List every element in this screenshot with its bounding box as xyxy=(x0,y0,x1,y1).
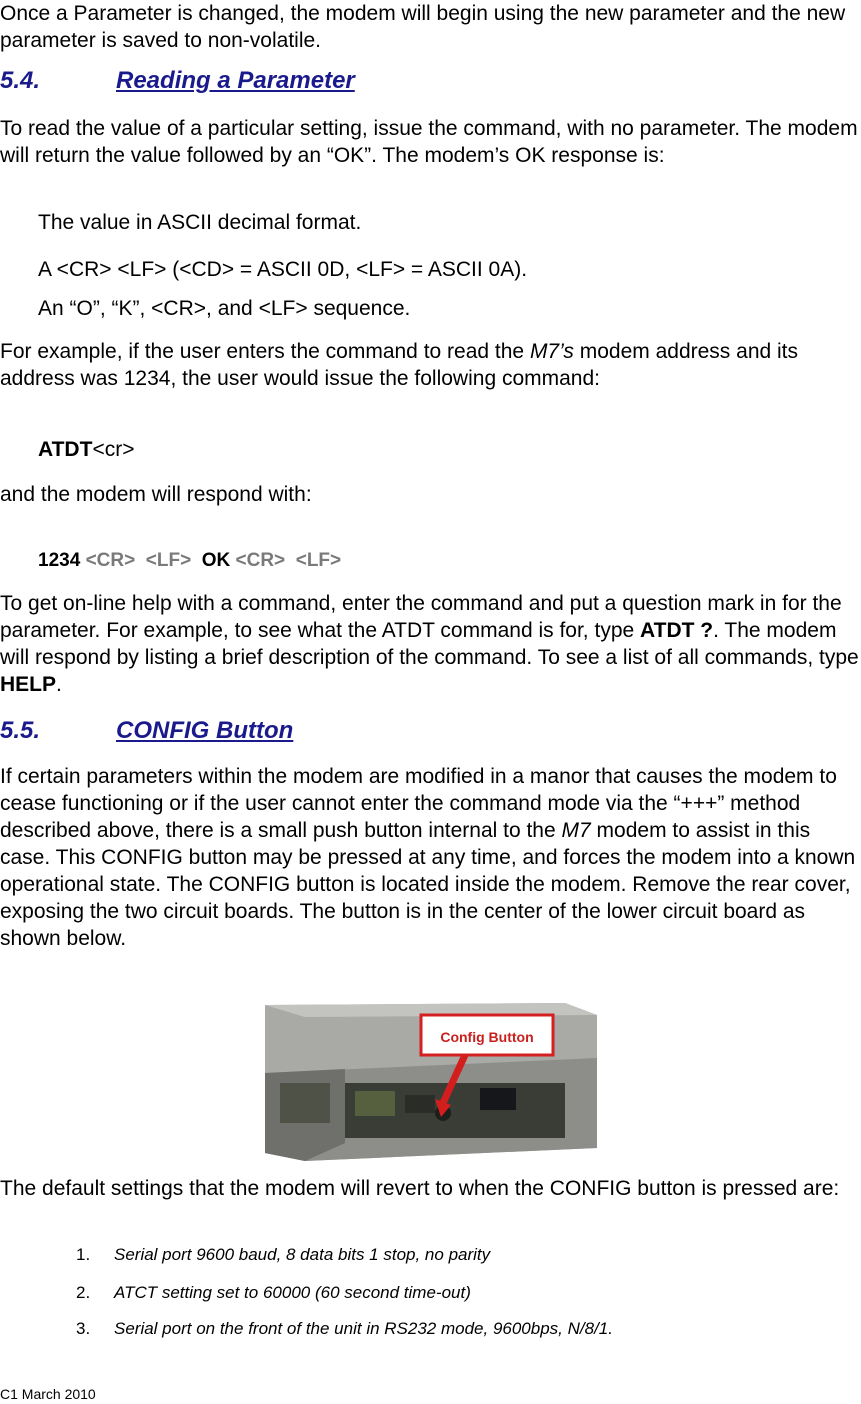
text: . xyxy=(56,673,62,696)
help-paragraph xyxy=(0,590,861,698)
reply-lf: <LF> xyxy=(145,550,192,571)
command-example xyxy=(38,436,134,463)
text: modem to assist in this case. This CONFIG button may be pressed at any time, and forces the modem into a known operational state. The CONFIG button is located inside the modem. Remove the rear cover, exposing the two circuit boards. The button is in the center of the lower circuit board as shown below. xyxy=(0,819,856,950)
section-number: 5.5. xyxy=(0,717,41,744)
product-name: M7’s xyxy=(529,340,574,363)
respond-paragraph: and the modem will respond with: xyxy=(0,483,312,506)
response-line-3: An “O”, “K”, <CR>, and <LF> sequence. xyxy=(38,297,411,320)
command-terminator: <cr> xyxy=(92,438,135,461)
modem-photo xyxy=(265,1003,597,1161)
text: To get on-line help with a command, enter the command and put a question mark in for the parameter. For example, to see what the ATDT command is for, type xyxy=(0,592,842,642)
reply-cr: <CR> xyxy=(85,550,136,571)
list-number: 3. xyxy=(76,1319,91,1338)
config-paragraph xyxy=(0,763,861,952)
example-paragraph xyxy=(0,338,861,392)
list-item xyxy=(76,1282,471,1304)
help-keyword: HELP xyxy=(0,673,57,696)
response-line-2: A <CR> <LF> (<CD> = ASCII 0D, <LF> = ASCII 0A). xyxy=(38,258,528,281)
reply-cr: <CR> xyxy=(235,550,286,571)
list-text: ATCT setting set to 60000 (60 second time-out) xyxy=(114,1283,471,1302)
modem-photo-drawing xyxy=(265,1003,597,1161)
list-text: Serial port 9600 baud, 8 data bits 1 stop, no parity xyxy=(114,1245,491,1264)
section-title: Reading a Parameter xyxy=(116,67,355,94)
response-line-1: The value in ASCII decimal format. xyxy=(38,211,362,234)
defaults-paragraph: The default settings that the modem will revert to when the CONFIG button is pressed are: xyxy=(0,1177,840,1200)
text: . The modem will respond by listing a brief description of the command. To see a list of all commands, type xyxy=(0,619,859,669)
list-number: 2. xyxy=(76,1283,91,1302)
list-text: Serial port on the front of the unit in RS232 mode, 9600bps, N/8/1. xyxy=(114,1319,613,1338)
photo-label: Config Button xyxy=(440,1029,534,1045)
section-heading-5-5 xyxy=(0,716,293,746)
text: modem address and its address was 1234, the user would issue the following command: xyxy=(0,340,799,390)
intro-paragraph: Once a Parameter is changed, the modem will begin using the new parameter and the new parameter is saved to non-volatile. xyxy=(0,2,846,52)
reply-example xyxy=(38,547,341,574)
list-item xyxy=(76,1318,613,1340)
text: If certain parameters within the modem are modified in a manor that causes the modem to cease functioning or if the user cannot enter the command mode via the “+++” method described above, there is a small push button internal to the xyxy=(0,765,837,842)
reading-paragraph: To read the value of a particular setting, issue the command, with no parameter. The modem will return the value followed by an “OK”. The modem’s OK response is: xyxy=(0,117,858,167)
list-number: 1. xyxy=(76,1245,91,1264)
page-footer: C1 March 2010 xyxy=(0,1386,96,1402)
reply-ok: OK xyxy=(201,550,231,571)
reply-value: 1234 xyxy=(38,550,81,571)
product-name: M7 xyxy=(561,819,591,842)
section-heading-5-4 xyxy=(0,66,355,96)
command-keyword: ATDT xyxy=(38,438,93,461)
section-title: CONFIG Button xyxy=(116,717,294,744)
reply-lf: <LF> xyxy=(295,550,342,571)
help-command: ATDT ? xyxy=(640,619,714,642)
text: For example, if the user enters the command to read the xyxy=(0,340,530,363)
list-item xyxy=(76,1244,490,1266)
section-number: 5.4. xyxy=(0,67,41,94)
